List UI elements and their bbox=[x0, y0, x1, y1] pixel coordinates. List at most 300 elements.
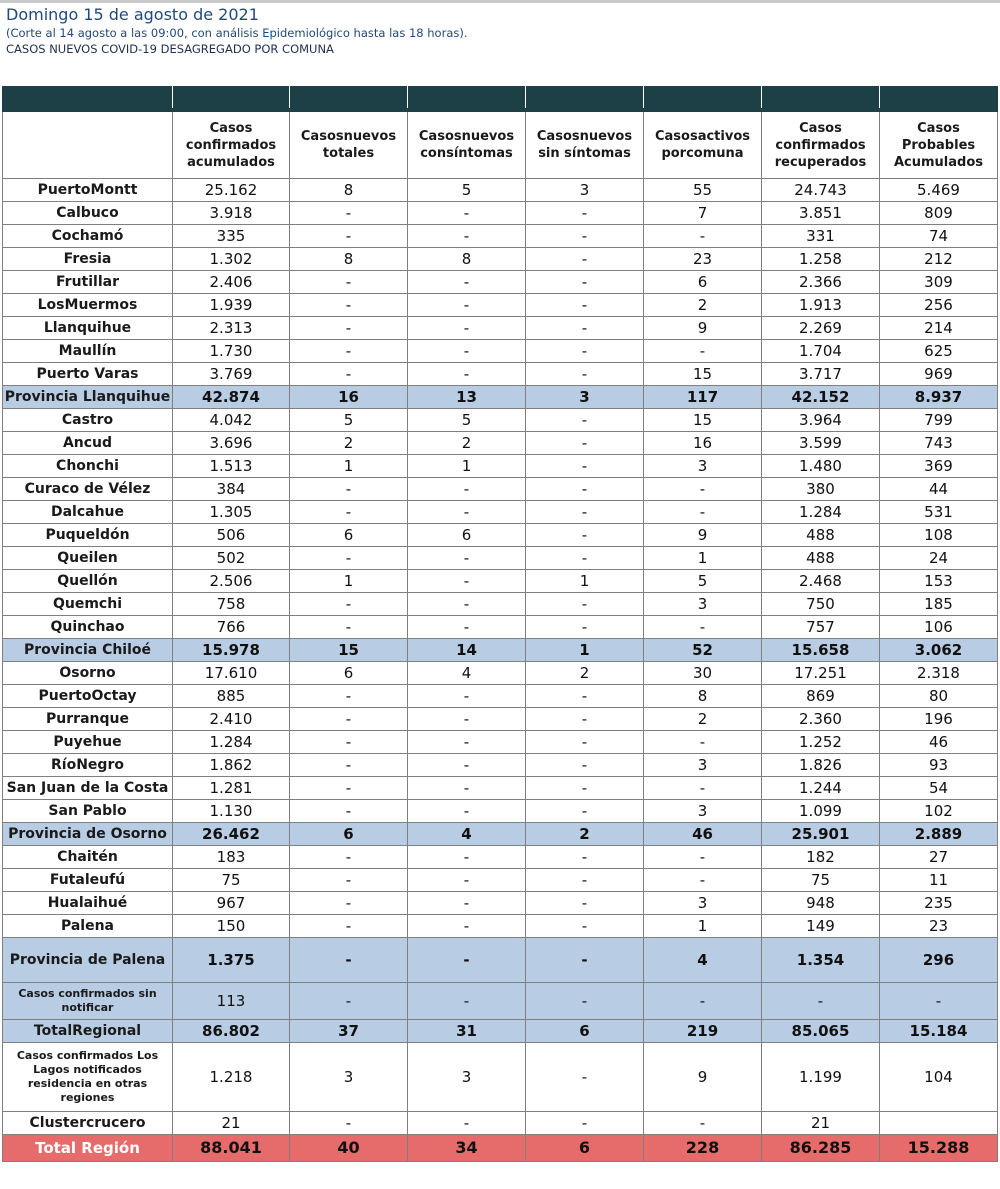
cell-recovered: 25.901 bbox=[762, 823, 880, 846]
cell-recovered: 75 bbox=[762, 869, 880, 892]
cell-recovered: 86.285 bbox=[762, 1135, 880, 1162]
cell-new-asymptomatic: - bbox=[526, 708, 644, 731]
report-header bbox=[6, 5, 468, 57]
column-header-new-asymptomatic: Casosnuevos sin síntomas bbox=[526, 110, 644, 179]
cell-confirmed: 335 bbox=[173, 225, 290, 248]
cell-probable: 743 bbox=[880, 432, 998, 455]
cell-probable: 5.469 bbox=[880, 179, 998, 202]
row-label: Hualaihué bbox=[3, 892, 173, 915]
cell-confirmed: 1.284 bbox=[173, 731, 290, 754]
cell-new-symptomatic: - bbox=[408, 685, 526, 708]
row-label: LosMuermos bbox=[3, 294, 173, 317]
cell-new-asymptomatic: - bbox=[526, 363, 644, 386]
cell-new-asymptomatic: - bbox=[526, 938, 644, 983]
table-row bbox=[3, 846, 998, 869]
table-row bbox=[3, 685, 998, 708]
cell-new-total: - bbox=[290, 685, 408, 708]
column-header-confirmed: Casos confirmados acumulados bbox=[173, 110, 290, 179]
cell-new-symptomatic: - bbox=[408, 616, 526, 639]
cell-new-total: 15 bbox=[290, 639, 408, 662]
cell-new-asymptomatic: 6 bbox=[526, 1135, 644, 1162]
cell-confirmed: 1.939 bbox=[173, 294, 290, 317]
cell-new-total: - bbox=[290, 754, 408, 777]
cell-probable: 296 bbox=[880, 938, 998, 983]
cell-confirmed: 1.375 bbox=[173, 938, 290, 983]
band-cell bbox=[880, 87, 998, 111]
table-row bbox=[3, 1112, 998, 1135]
cell-new-symptomatic: 8 bbox=[408, 248, 526, 271]
cell-probable: 104 bbox=[880, 1043, 998, 1112]
cell-confirmed: 1.302 bbox=[173, 248, 290, 271]
cell-confirmed: 1.730 bbox=[173, 340, 290, 363]
cell-new-asymptomatic: - bbox=[526, 1043, 644, 1112]
row-label: Casos confirmados sin notificar bbox=[3, 983, 173, 1020]
cell-active: - bbox=[644, 478, 762, 501]
row-label: Casos confirmados Los Lagos notificados residencia en otras regiones bbox=[3, 1043, 173, 1112]
cell-probable: 531 bbox=[880, 501, 998, 524]
column-header-new-symptomatic: Casosnuevos consíntomas bbox=[408, 110, 526, 179]
cell-new-symptomatic: - bbox=[408, 570, 526, 593]
cell-probable: 102 bbox=[880, 800, 998, 823]
cell-probable: 969 bbox=[880, 363, 998, 386]
cell-new-asymptomatic: - bbox=[526, 731, 644, 754]
column-header-row bbox=[3, 110, 998, 179]
cell-recovered: 3.599 bbox=[762, 432, 880, 455]
cell-active: 46 bbox=[644, 823, 762, 846]
cell-confirmed: 2.506 bbox=[173, 570, 290, 593]
cell-probable: 196 bbox=[880, 708, 998, 731]
report-note: (Corte al 14 agosto a las 09:00, con análisis Epidemiológico hasta las 18 horas). bbox=[6, 26, 468, 40]
cell-new-asymptomatic: - bbox=[526, 846, 644, 869]
cell-recovered: 488 bbox=[762, 524, 880, 547]
row-label: Osorno bbox=[3, 662, 173, 685]
cell-confirmed: 113 bbox=[173, 983, 290, 1020]
cell-new-symptomatic: - bbox=[408, 983, 526, 1020]
cell-new-asymptomatic: - bbox=[526, 915, 644, 938]
cell-active: 6 bbox=[644, 271, 762, 294]
cell-probable: 3.062 bbox=[880, 639, 998, 662]
cell-recovered: 2.360 bbox=[762, 708, 880, 731]
other-regions-row bbox=[3, 1043, 998, 1112]
cell-confirmed: 15.978 bbox=[173, 639, 290, 662]
cell-new-asymptomatic: - bbox=[526, 409, 644, 432]
row-label: Maullín bbox=[3, 340, 173, 363]
cell-new-total: 1 bbox=[290, 455, 408, 478]
table-row bbox=[3, 409, 998, 432]
table-row bbox=[3, 340, 998, 363]
row-label: Chaitén bbox=[3, 846, 173, 869]
cell-confirmed: 3.769 bbox=[173, 363, 290, 386]
cell-new-total: 6 bbox=[290, 823, 408, 846]
cell-recovered: 17.251 bbox=[762, 662, 880, 685]
cell-recovered: 2.366 bbox=[762, 271, 880, 294]
cell-probable: 80 bbox=[880, 685, 998, 708]
cell-recovered: 3.717 bbox=[762, 363, 880, 386]
cell-new-total: 5 bbox=[290, 409, 408, 432]
cell-active: 5 bbox=[644, 570, 762, 593]
cell-new-symptomatic: 6 bbox=[408, 524, 526, 547]
cell-active: - bbox=[644, 340, 762, 363]
table-row bbox=[3, 754, 998, 777]
cell-new-asymptomatic: - bbox=[526, 593, 644, 616]
cell-new-symptomatic: - bbox=[408, 754, 526, 777]
cell-new-asymptomatic: - bbox=[526, 317, 644, 340]
cell-new-asymptomatic: - bbox=[526, 478, 644, 501]
row-label: Palena bbox=[3, 915, 173, 938]
cell-probable: 2.318 bbox=[880, 662, 998, 685]
row-label: Frutillar bbox=[3, 271, 173, 294]
cell-probable: 8.937 bbox=[880, 386, 998, 409]
cell-recovered: 85.065 bbox=[762, 1020, 880, 1043]
cell-new-symptomatic: - bbox=[408, 501, 526, 524]
band-cell bbox=[526, 87, 644, 111]
row-label: RíoNegro bbox=[3, 754, 173, 777]
cell-recovered: 1.252 bbox=[762, 731, 880, 754]
cell-confirmed: 2.410 bbox=[173, 708, 290, 731]
row-label: PuertoOctay bbox=[3, 685, 173, 708]
cell-active: 15 bbox=[644, 409, 762, 432]
cell-probable: 11 bbox=[880, 869, 998, 892]
province-subtotal-row bbox=[3, 639, 998, 662]
cell-new-total: - bbox=[290, 983, 408, 1020]
table-row bbox=[3, 294, 998, 317]
cell-recovered: 1.480 bbox=[762, 455, 880, 478]
cell-new-total: - bbox=[290, 915, 408, 938]
cell-new-asymptomatic: - bbox=[526, 547, 644, 570]
table-row bbox=[3, 317, 998, 340]
cell-recovered: 1.258 bbox=[762, 248, 880, 271]
cell-new-symptomatic: - bbox=[408, 846, 526, 869]
cell-confirmed: 2.406 bbox=[173, 271, 290, 294]
row-label: Llanquihue bbox=[3, 317, 173, 340]
cell-active: 55 bbox=[644, 179, 762, 202]
cell-active: 219 bbox=[644, 1020, 762, 1043]
cell-new-total: - bbox=[290, 593, 408, 616]
row-label: Dalcahue bbox=[3, 501, 173, 524]
cell-new-asymptomatic: - bbox=[526, 892, 644, 915]
cases-table-body bbox=[3, 87, 998, 1162]
cell-new-asymptomatic: - bbox=[526, 248, 644, 271]
cell-new-symptomatic: - bbox=[408, 800, 526, 823]
cell-new-symptomatic: - bbox=[408, 317, 526, 340]
cell-new-asymptomatic: - bbox=[526, 501, 644, 524]
cell-confirmed: 384 bbox=[173, 478, 290, 501]
cell-recovered: 182 bbox=[762, 846, 880, 869]
cell-probable: 24 bbox=[880, 547, 998, 570]
cell-recovered: 1.244 bbox=[762, 777, 880, 800]
row-label: Quinchao bbox=[3, 616, 173, 639]
report-subtitle: CASOS NUEVOS COVID-19 DESAGREGADO POR COMUNA bbox=[6, 42, 334, 56]
table-row bbox=[3, 708, 998, 731]
cell-confirmed: 1.513 bbox=[173, 455, 290, 478]
row-label: Castro bbox=[3, 409, 173, 432]
cell-probable: 23 bbox=[880, 915, 998, 938]
cell-new-total: 8 bbox=[290, 248, 408, 271]
cell-new-symptomatic: 5 bbox=[408, 179, 526, 202]
row-label: Clustercrucero bbox=[3, 1112, 173, 1135]
cases-table bbox=[2, 86, 998, 1162]
cell-recovered: 331 bbox=[762, 225, 880, 248]
cell-new-total: 40 bbox=[290, 1135, 408, 1162]
cell-new-symptomatic: - bbox=[408, 915, 526, 938]
cell-confirmed: 502 bbox=[173, 547, 290, 570]
cell-new-total: - bbox=[290, 777, 408, 800]
cell-recovered: 1.913 bbox=[762, 294, 880, 317]
cell-recovered: 3.964 bbox=[762, 409, 880, 432]
cell-recovered: 1.199 bbox=[762, 1043, 880, 1112]
cell-new-symptomatic: - bbox=[408, 340, 526, 363]
cell-probable: 15.288 bbox=[880, 1135, 998, 1162]
cell-confirmed: 17.610 bbox=[173, 662, 290, 685]
cell-new-asymptomatic: 6 bbox=[526, 1020, 644, 1043]
cell-probable: 106 bbox=[880, 616, 998, 639]
unnotified-row bbox=[3, 983, 998, 1020]
cell-new-total: - bbox=[290, 869, 408, 892]
cell-confirmed: 2.313 bbox=[173, 317, 290, 340]
table-row bbox=[3, 455, 998, 478]
cell-new-symptomatic: 14 bbox=[408, 639, 526, 662]
cell-new-symptomatic: 4 bbox=[408, 662, 526, 685]
cell-new-total: - bbox=[290, 294, 408, 317]
cell-new-total: 6 bbox=[290, 662, 408, 685]
cell-new-symptomatic: 3 bbox=[408, 1043, 526, 1112]
cell-probable: 309 bbox=[880, 271, 998, 294]
cell-new-symptomatic: - bbox=[408, 271, 526, 294]
cell-probable: 369 bbox=[880, 455, 998, 478]
band-cell bbox=[762, 87, 880, 111]
cell-confirmed: 1.305 bbox=[173, 501, 290, 524]
report-date: Domingo 15 de agosto de 2021 bbox=[6, 5, 259, 24]
row-label: Provincia de Palena bbox=[3, 938, 173, 983]
cell-confirmed: 1.281 bbox=[173, 777, 290, 800]
cell-new-total: 2 bbox=[290, 432, 408, 455]
cell-new-symptomatic: - bbox=[408, 294, 526, 317]
cell-new-symptomatic: 13 bbox=[408, 386, 526, 409]
cell-new-total: - bbox=[290, 708, 408, 731]
row-label: Quellón bbox=[3, 570, 173, 593]
cell-new-total: 6 bbox=[290, 524, 408, 547]
cell-new-symptomatic: - bbox=[408, 547, 526, 570]
table-row bbox=[3, 271, 998, 294]
cell-new-symptomatic: 34 bbox=[408, 1135, 526, 1162]
cell-confirmed: 75 bbox=[173, 869, 290, 892]
cell-probable: 27 bbox=[880, 846, 998, 869]
cell-new-symptomatic: - bbox=[408, 225, 526, 248]
cell-confirmed: 150 bbox=[173, 915, 290, 938]
band-cell bbox=[3, 87, 173, 111]
cell-recovered: 948 bbox=[762, 892, 880, 915]
cell-new-symptomatic: 5 bbox=[408, 409, 526, 432]
table-row bbox=[3, 524, 998, 547]
row-label: San Juan de la Costa bbox=[3, 777, 173, 800]
cell-confirmed: 86.802 bbox=[173, 1020, 290, 1043]
cell-new-asymptomatic: 1 bbox=[526, 570, 644, 593]
cell-probable: 108 bbox=[880, 524, 998, 547]
cell-new-total: - bbox=[290, 271, 408, 294]
top-rule bbox=[0, 0, 1000, 3]
cell-new-total: 1 bbox=[290, 570, 408, 593]
table-row bbox=[3, 777, 998, 800]
cell-new-asymptomatic: 3 bbox=[526, 179, 644, 202]
cell-new-asymptomatic: - bbox=[526, 340, 644, 363]
cell-recovered: 757 bbox=[762, 616, 880, 639]
table-row bbox=[3, 662, 998, 685]
cell-probable: - bbox=[880, 983, 998, 1020]
cell-new-asymptomatic: - bbox=[526, 685, 644, 708]
cell-confirmed: 1.218 bbox=[173, 1043, 290, 1112]
band-cell bbox=[644, 87, 762, 111]
cell-recovered: 869 bbox=[762, 685, 880, 708]
cell-active: 9 bbox=[644, 1043, 762, 1112]
cell-new-asymptomatic: 2 bbox=[526, 662, 644, 685]
cell-confirmed: 21 bbox=[173, 1112, 290, 1135]
cell-new-total: - bbox=[290, 501, 408, 524]
cell-new-asymptomatic: - bbox=[526, 524, 644, 547]
cell-active: 3 bbox=[644, 800, 762, 823]
cell-probable: 625 bbox=[880, 340, 998, 363]
table-row bbox=[3, 593, 998, 616]
cell-active: 52 bbox=[644, 639, 762, 662]
cell-new-asymptomatic: 2 bbox=[526, 823, 644, 846]
cell-new-asymptomatic: - bbox=[526, 777, 644, 800]
cell-probable: 74 bbox=[880, 225, 998, 248]
cell-active: 3 bbox=[644, 455, 762, 478]
cell-active: 1 bbox=[644, 547, 762, 570]
cell-probable: 185 bbox=[880, 593, 998, 616]
band-cell bbox=[408, 87, 526, 111]
table-row bbox=[3, 179, 998, 202]
cell-recovered: 1.099 bbox=[762, 800, 880, 823]
cell-active: 228 bbox=[644, 1135, 762, 1162]
cell-active: 30 bbox=[644, 662, 762, 685]
cell-active: - bbox=[644, 731, 762, 754]
cell-new-asymptomatic: 1 bbox=[526, 639, 644, 662]
cell-probable: 153 bbox=[880, 570, 998, 593]
cell-new-total: - bbox=[290, 340, 408, 363]
table-row bbox=[3, 570, 998, 593]
cell-recovered: 488 bbox=[762, 547, 880, 570]
cell-active: - bbox=[644, 869, 762, 892]
cell-new-symptomatic: - bbox=[408, 1112, 526, 1135]
cell-new-total: - bbox=[290, 616, 408, 639]
cell-new-asymptomatic: - bbox=[526, 983, 644, 1020]
row-label: Fresia bbox=[3, 248, 173, 271]
table-row bbox=[3, 616, 998, 639]
cell-new-asymptomatic: - bbox=[526, 754, 644, 777]
cell-confirmed: 3.918 bbox=[173, 202, 290, 225]
cell-recovered: 2.468 bbox=[762, 570, 880, 593]
cell-new-total: - bbox=[290, 547, 408, 570]
cell-new-symptomatic: - bbox=[408, 938, 526, 983]
cell-confirmed: 25.162 bbox=[173, 179, 290, 202]
column-header-new-total: Casosnuevos totales bbox=[290, 110, 408, 179]
table-row bbox=[3, 915, 998, 938]
cell-active: 23 bbox=[644, 248, 762, 271]
cell-confirmed: 4.042 bbox=[173, 409, 290, 432]
column-header-recovered: Casos confirmados recuperados bbox=[762, 110, 880, 179]
table-row bbox=[3, 800, 998, 823]
row-label: Calbuco bbox=[3, 202, 173, 225]
cell-recovered: 24.743 bbox=[762, 179, 880, 202]
regional-total-row bbox=[3, 1020, 998, 1043]
cell-active: - bbox=[644, 225, 762, 248]
row-label: Puerto Varas bbox=[3, 363, 173, 386]
row-label: Chonchi bbox=[3, 455, 173, 478]
cell-new-symptomatic: - bbox=[408, 777, 526, 800]
cell-new-total: - bbox=[290, 363, 408, 386]
cell-recovered: 1.284 bbox=[762, 501, 880, 524]
band-cell bbox=[173, 87, 290, 111]
cell-new-total: 3 bbox=[290, 1043, 408, 1112]
cell-new-asymptomatic: - bbox=[526, 800, 644, 823]
cell-confirmed: 88.041 bbox=[173, 1135, 290, 1162]
table-row bbox=[3, 892, 998, 915]
row-label: Provincia de Osorno bbox=[3, 823, 173, 846]
cell-new-total: 8 bbox=[290, 179, 408, 202]
cell-active: 15 bbox=[644, 363, 762, 386]
cell-probable: 2.889 bbox=[880, 823, 998, 846]
cell-confirmed: 766 bbox=[173, 616, 290, 639]
cell-confirmed: 758 bbox=[173, 593, 290, 616]
header-band bbox=[3, 87, 998, 111]
cell-new-total: - bbox=[290, 225, 408, 248]
cell-probable: 214 bbox=[880, 317, 998, 340]
cell-new-total: - bbox=[290, 478, 408, 501]
table-row bbox=[3, 731, 998, 754]
cell-recovered: 149 bbox=[762, 915, 880, 938]
cell-recovered: 21 bbox=[762, 1112, 880, 1135]
cell-confirmed: 506 bbox=[173, 524, 290, 547]
cell-new-asymptomatic: - bbox=[526, 294, 644, 317]
cell-active: 9 bbox=[644, 317, 762, 340]
table-row bbox=[3, 432, 998, 455]
cell-confirmed: 1.130 bbox=[173, 800, 290, 823]
cell-new-total: - bbox=[290, 317, 408, 340]
cell-confirmed: 885 bbox=[173, 685, 290, 708]
cell-active: 1 bbox=[644, 915, 762, 938]
cell-confirmed: 967 bbox=[173, 892, 290, 915]
cell-active: 2 bbox=[644, 294, 762, 317]
cell-probable: 235 bbox=[880, 892, 998, 915]
cell-confirmed: 26.462 bbox=[173, 823, 290, 846]
cell-probable: 46 bbox=[880, 731, 998, 754]
cell-active: 16 bbox=[644, 432, 762, 455]
cell-new-total: - bbox=[290, 731, 408, 754]
cell-recovered: 380 bbox=[762, 478, 880, 501]
cell-probable: 256 bbox=[880, 294, 998, 317]
row-label: Puqueldón bbox=[3, 524, 173, 547]
cell-new-symptomatic: - bbox=[408, 363, 526, 386]
cell-new-total: - bbox=[290, 846, 408, 869]
cell-active: 9 bbox=[644, 524, 762, 547]
cell-new-asymptomatic: - bbox=[526, 869, 644, 892]
province-subtotal-row bbox=[3, 938, 998, 983]
cell-probable: 799 bbox=[880, 409, 998, 432]
row-label: San Pablo bbox=[3, 800, 173, 823]
cell-active: 3 bbox=[644, 754, 762, 777]
cell-new-total: - bbox=[290, 1112, 408, 1135]
row-label: Provincia Llanquihue bbox=[3, 386, 173, 409]
cell-recovered: 15.658 bbox=[762, 639, 880, 662]
cell-new-asymptomatic: - bbox=[526, 432, 644, 455]
table-row bbox=[3, 501, 998, 524]
row-label: PuertoMontt bbox=[3, 179, 173, 202]
cell-new-asymptomatic: - bbox=[526, 455, 644, 478]
band-cell bbox=[290, 87, 408, 111]
table-row bbox=[3, 248, 998, 271]
column-header-active: Casosactivos porcomuna bbox=[644, 110, 762, 179]
row-label: Ancud bbox=[3, 432, 173, 455]
